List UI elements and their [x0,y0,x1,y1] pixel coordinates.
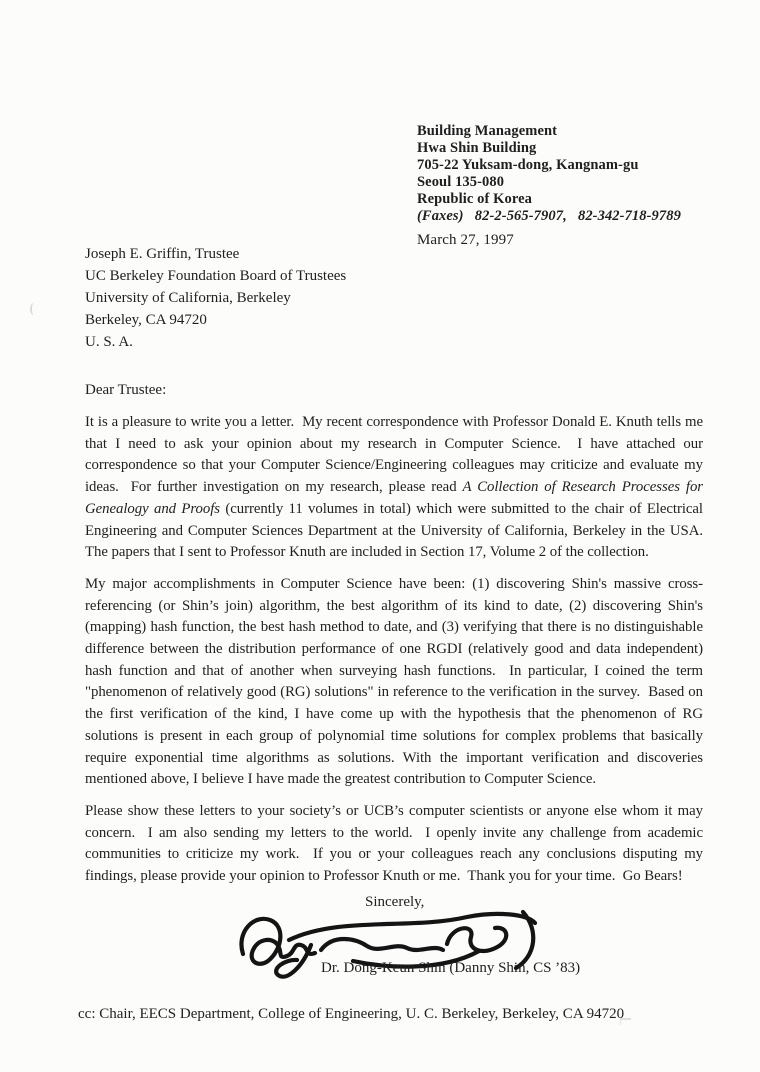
letter-date: March 27, 1997 [417,232,514,248]
sender-address-block [417,123,681,249]
cc-line: cc: Chair, EECS Department, College of Engineering, U. C. Berkeley, Berkeley, CA 94720 [78,1005,625,1022]
signature-stroke [447,928,506,951]
signature-printed-name: Dr. Dong-Keun Shin (Danny Shin, CS ’83) [321,959,581,976]
recipient-line: U. S. A. [85,334,133,350]
body-paragraph-3 [85,801,707,888]
letter-body-column [78,243,707,1023]
signature-stroke [321,939,443,950]
recipient-line: University of California, Berkeley [85,290,291,306]
text-run: Please show these letters to your society’s or UCB’s computer scientists or anyone else whom it may concern. I am also sending my letters to the world. I openly invite any challenge from academic communities to criticize my work. If you or your colleagues reach any conclusions disputing my findings, please provide your opinion to Professor Knuth or me. Thank you for your time. Go Bears! [85,802,707,885]
sender-line: Seoul 135-080 [417,174,505,190]
text-run: My major accomplishments in Computer Science have been: (1) discovering Shin's massive cross-referencing (or Shin’s join) algorithm, the best algorithm of its kind to date, (2) discovering Shin's (mapping) hash function, the best hash method to date, and (3) verifying that there is no distinguishable difference between the distribution performance of one RGDI (relatively good and data independent) hash function and that of another when surveying hash functions. In particular, I coined the term "phenomenon of relatively good (RG) solutions" in reference to the verification in the survey. Based on the first verification of the kind, I have come up with the hypothesis that the phenomenon of RG solutions is present in each group of polynomial time solutions for complex problems that basically require exponential time algorithms as solutions. With the important verification and discoveries mentioned above, I believe I have made the greatest contribution to Computer Science. [85,575,707,788]
recipient-line: Joseph E. Griffin, Trustee [85,246,240,262]
closing-block [85,894,703,990]
recipient-address-block [85,243,703,353]
body-paragraph-2 [85,574,707,791]
text-run: A Collection of Research Processes for Genealogy and Proofs [85,479,707,517]
scan-artifact [30,303,37,315]
closing-salutation: Sincerely, [365,893,425,910]
body-paragraph-1 [85,412,707,564]
sender-line: Building Management [417,123,558,139]
recipient-line: UC Berkeley Foundation Board of Trustees [85,268,347,284]
sender-line: Hwa Shin Building [417,140,537,156]
recipient-line: Berkeley, CA 94720 [85,312,207,328]
text-run: (currently 11 volumes in total) which were submitted to the chair of Electrical Engineering and Computer Sciences Department at the University of California, Berkeley in the USA. The papers that I sent to Professor Knuth are included in Section 17, Volume 2 of the collection. [85,500,707,561]
sender-line: Republic of Korea [417,191,533,207]
text-run: It is a pleasure to write you a letter. My recent correspondence with Professor Donald E. Knuth tells me that I need to ask your opinion about my research in Computer Science. I have attached our correspondence so that your Computer Science/Engineering colleagues may criticize and evaluate my ideas. For further investigation on my research, please read [85,414,707,496]
fax-numbers-line: (Faxes) 82-2-565-7907, 82-342-718-9789 [417,208,681,224]
salutation: Dear Trustee: [85,382,167,398]
sender-line: 705-22 Yuksam-dong, Kangnam-gu [417,157,639,173]
